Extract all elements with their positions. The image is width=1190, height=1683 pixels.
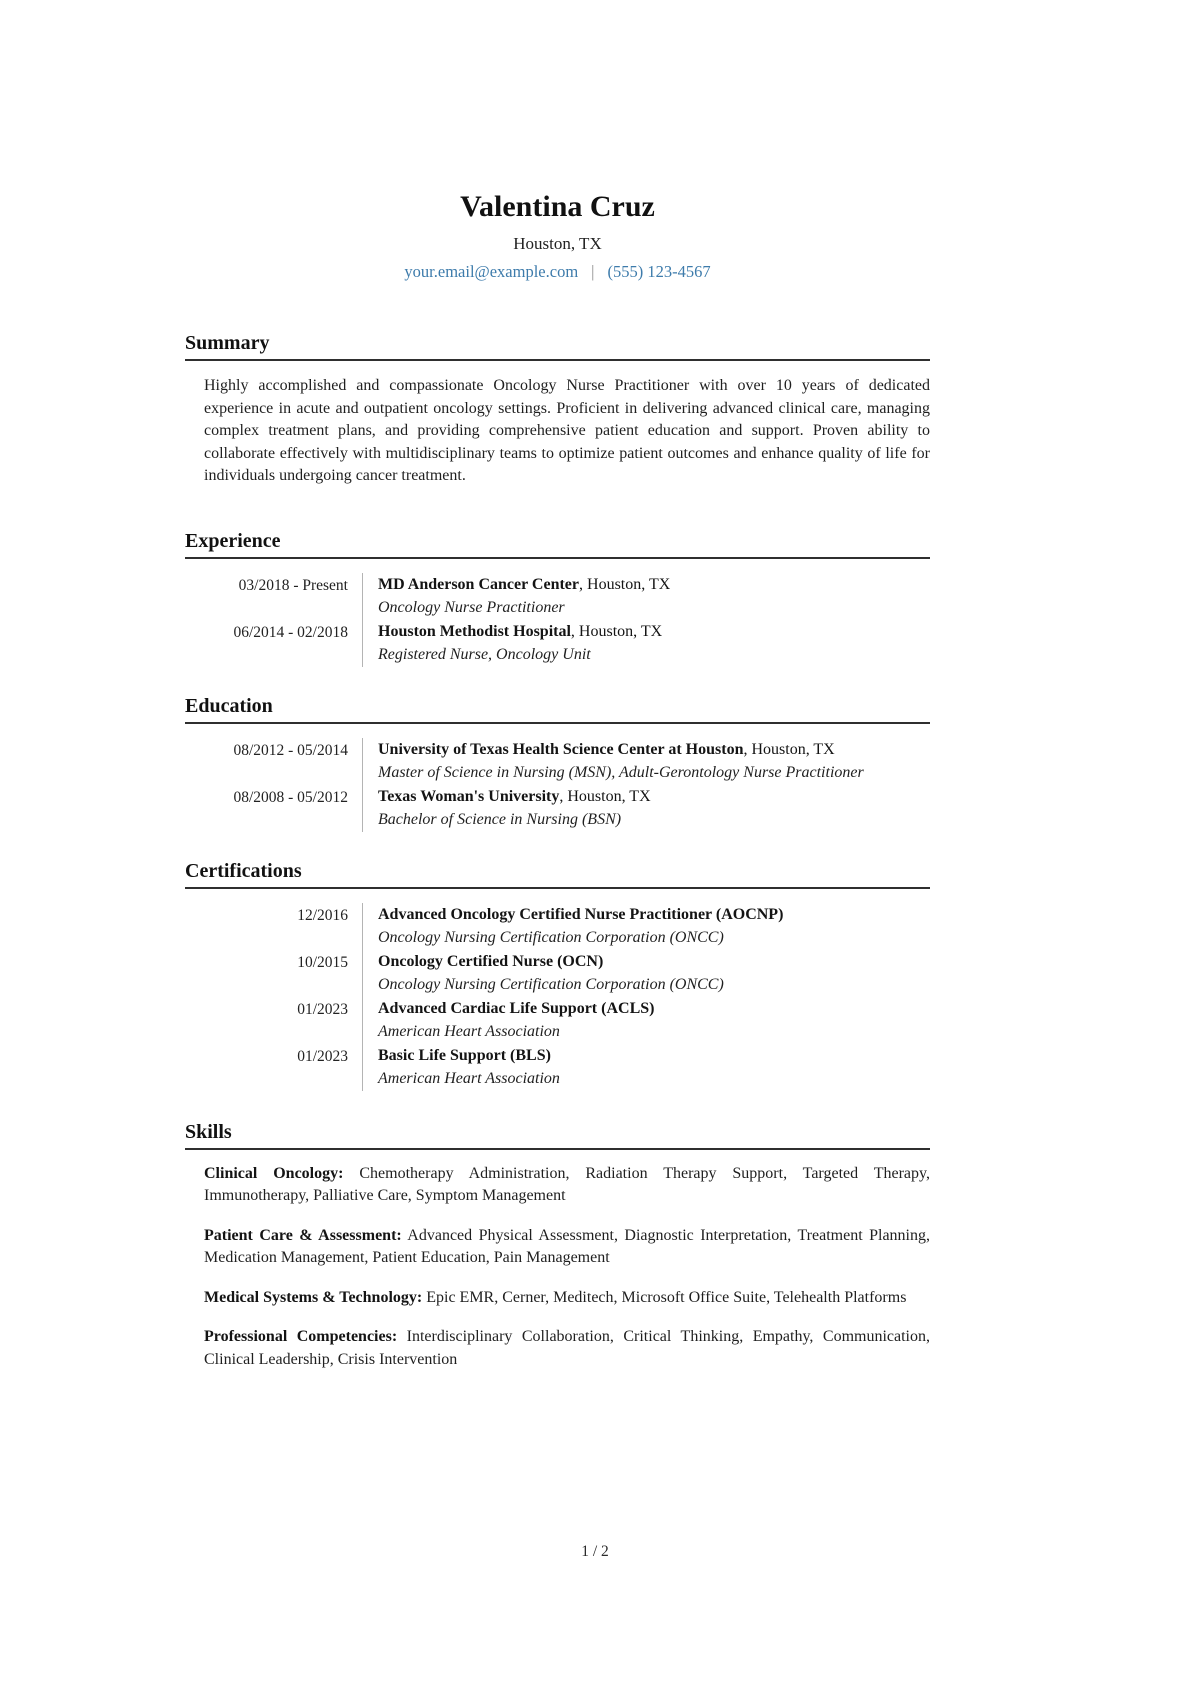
experience-org-line: MD Anderson Cancer Center, Houston, TX <box>378 575 671 593</box>
education-date: 08/2012 - 05/2014 <box>233 741 348 759</box>
experience-title: Experience <box>185 528 930 559</box>
certification-issuer: American Heart Association <box>378 1070 560 1087</box>
skill-group <box>185 1163 930 1208</box>
contact-separator: | <box>591 262 595 281</box>
summary-text: Highly accomplished and compassionate Oncology Nurse Practitioner with over 10 years of dedicated experience in acute and outpatient oncology settings. Proficient in delivering advanced clinical care, managing complex treatment plans, and providing comprehensive patient education and support. Proven ability to collaborate effectively with multidisciplinary teams to optimize patient outcomes and enhance quality of life for individuals undergoing cancer treatment. <box>204 377 930 484</box>
skill-group <box>185 1225 930 1270</box>
resume-content <box>185 190 930 1371</box>
certification-issuer: Oncology Nursing Certification Corporation (ONCC) <box>378 929 724 946</box>
certifications-title: Certifications <box>185 858 930 889</box>
education-title: Education <box>185 693 930 724</box>
skill-group-label: Medical Systems & Technology: <box>204 1288 423 1306</box>
skill-group-text: Interdisciplinary Collaboration, Critical Thinking, Empathy, Communication, Clinical Leadership, Crisis Intervention <box>204 1328 931 1368</box>
certification-name: Basic Life Support (BLS) <box>378 1046 551 1064</box>
person-location: Houston, TX <box>513 234 602 253</box>
section-summary <box>185 330 930 488</box>
certification-name: Advanced Oncology Certified Nurse Practitioner (AOCNP) <box>378 905 784 923</box>
section-education <box>185 693 930 832</box>
education-org-line: University of Texas Health Science Center at Houston, Houston, TX <box>378 740 835 758</box>
certification-date: 01/2023 <box>297 1000 348 1018</box>
skill-group-text: Epic EMR, Cerner, Meditech, Microsoft Office Suite, Telehealth Platforms <box>422 1288 907 1306</box>
experience-date: 06/2014 - 02/2018 <box>233 623 348 641</box>
skill-group-text: Advanced Physical Assessment, Diagnostic Interpretation, Treatment Planning, Medication Management, Patient Education, Pain Management <box>204 1226 930 1266</box>
page-number: 1 / 2 <box>581 1543 609 1560</box>
skill-group-label: Patient Care & Assessment: <box>204 1226 402 1244</box>
skill-group <box>185 1287 930 1310</box>
certification-details <box>362 903 783 950</box>
person-name: Valentina Cruz <box>460 190 655 223</box>
contact-line <box>185 261 930 283</box>
certification-row <box>185 903 930 950</box>
experience-date: 03/2018 - Present <box>238 576 348 594</box>
certification-issuer: Oncology Nursing Certification Corporation (ONCC) <box>378 976 724 993</box>
experience-row <box>185 573 930 620</box>
header <box>185 190 930 283</box>
education-details <box>362 785 651 832</box>
education-date: 08/2008 - 05/2012 <box>233 788 348 806</box>
section-skills <box>185 1119 930 1372</box>
skill-group-text: Chemotherapy Administration, Radiation Therapy Support, Targeted Therapy, Immunotherapy, Palliative Care, Symptom Management <box>204 1164 930 1204</box>
experience-role: Registered Nurse, Oncology Unit <box>378 646 591 663</box>
education-row <box>185 785 930 832</box>
certification-details <box>362 1044 560 1091</box>
certification-issuer: American Heart Association <box>378 1023 560 1040</box>
education-org-line: Texas Woman's University, Houston, TX <box>378 787 651 805</box>
education-details <box>362 738 864 785</box>
certification-name: Oncology Certified Nurse (OCN) <box>378 952 604 970</box>
email-link[interactable]: your.email@example.com <box>404 262 579 281</box>
experience-row <box>185 620 930 667</box>
phone-link[interactable]: (555) 123-4567 <box>607 262 711 281</box>
certification-date: 12/2016 <box>297 906 348 924</box>
experience-details <box>362 620 662 667</box>
certification-date: 10/2015 <box>297 953 348 971</box>
skill-group-label: Clinical Oncology: <box>204 1164 344 1182</box>
skill-group-label: Professional Competencies: <box>204 1328 398 1345</box>
experience-org-line: Houston Methodist Hospital, Houston, TX <box>378 622 663 640</box>
section-certifications <box>185 858 930 1091</box>
certification-name: Advanced Cardiac Life Support (ACLS) <box>378 999 655 1017</box>
education-degree: Bachelor of Science in Nursing (BSN) <box>378 811 622 828</box>
experience-role: Oncology Nurse Practitioner <box>378 599 565 616</box>
skill-group <box>185 1326 930 1371</box>
summary-title: Summary <box>185 330 930 361</box>
certification-date: 01/2023 <box>297 1047 348 1065</box>
experience-details <box>362 573 670 620</box>
certification-details <box>362 950 724 997</box>
certification-row <box>185 950 930 997</box>
education-row <box>185 738 930 785</box>
certification-details <box>362 997 654 1044</box>
certification-row <box>185 1044 930 1091</box>
certification-row <box>185 997 930 1044</box>
education-degree: Master of Science in Nursing (MSN), Adult-Gerontology Nurse Practitioner <box>378 764 864 781</box>
section-experience <box>185 528 930 667</box>
skills-title: Skills <box>185 1119 930 1150</box>
